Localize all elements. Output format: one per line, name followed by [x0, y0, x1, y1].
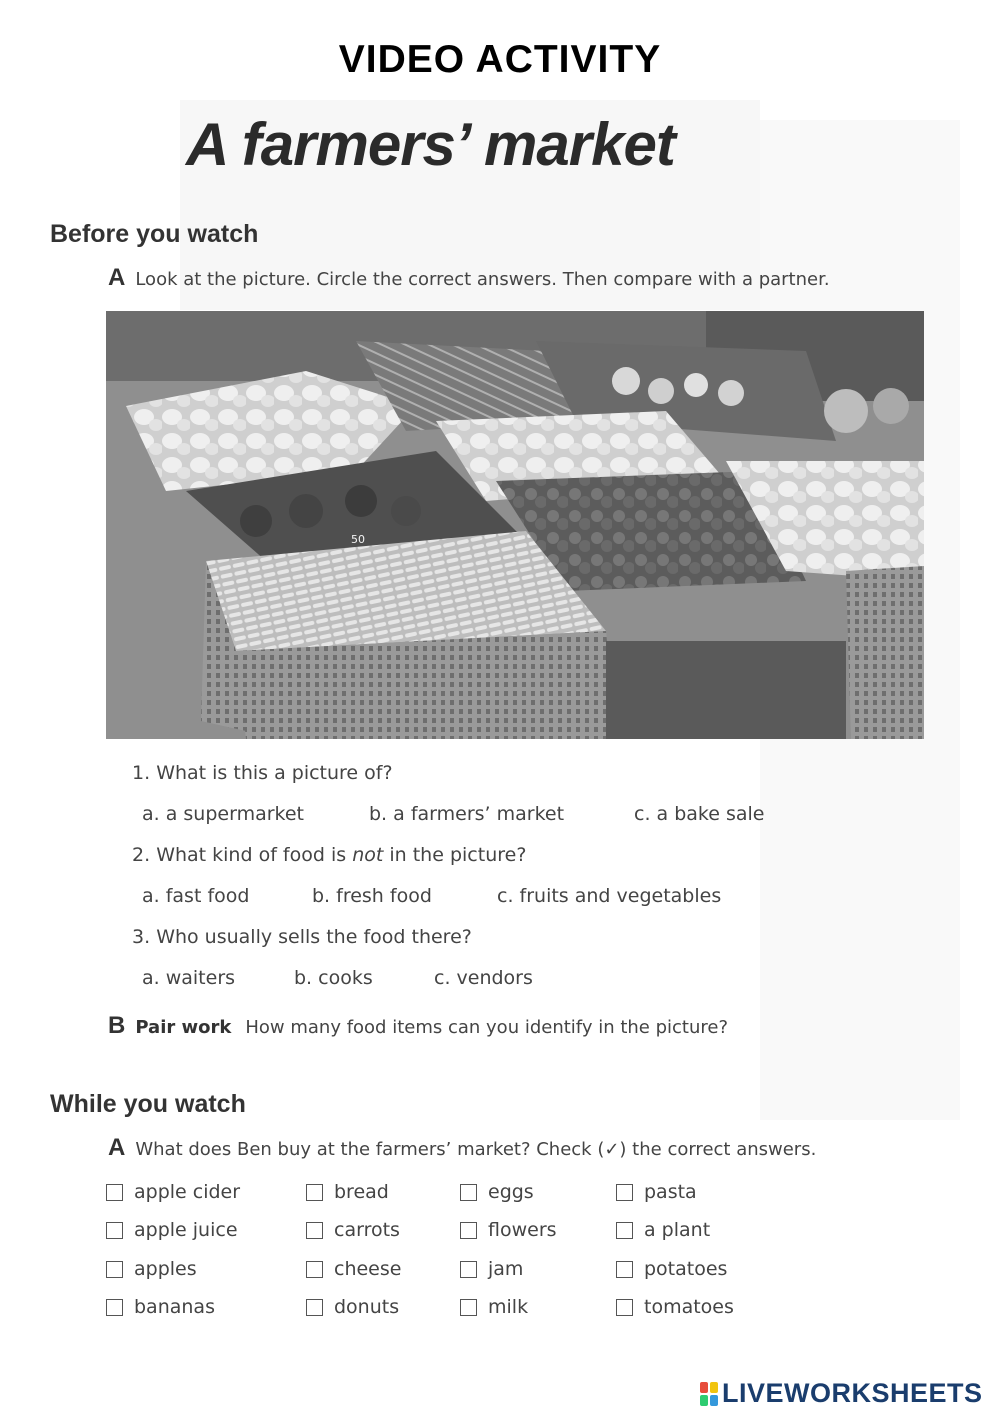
question-3 — [132, 926, 472, 948]
question-1-option-b: b. a farmers’ market — [369, 803, 565, 825]
checkbox-label: tomatoes — [644, 1296, 734, 1318]
question-2 — [132, 844, 526, 866]
market-photo — [106, 311, 924, 739]
checkbox-label: apple cider — [134, 1181, 241, 1203]
checkbox-label: milk — [488, 1296, 529, 1318]
checkbox-item[interactable] — [306, 1181, 389, 1203]
checkbox-item[interactable] — [460, 1181, 534, 1203]
checkbox-item[interactable] — [616, 1258, 727, 1280]
checkbox-label: potatoes — [644, 1258, 728, 1280]
checkbox[interactable] — [460, 1184, 477, 1201]
checkbox[interactable] — [460, 1261, 477, 1278]
checkbox-item[interactable] — [106, 1258, 197, 1280]
question-3-option-b: b. cooks — [294, 967, 373, 989]
checkbox[interactable] — [460, 1222, 477, 1239]
checkbox-label: apples — [134, 1258, 197, 1280]
checkbox-label: carrots — [334, 1219, 400, 1241]
instruction-letter: A — [108, 264, 126, 291]
checkbox-item[interactable] — [106, 1296, 215, 1318]
checkbox[interactable] — [460, 1299, 477, 1316]
instruction-letter: A — [108, 1134, 126, 1161]
logo-mark-icon — [700, 1382, 718, 1406]
checkbox[interactable] — [306, 1261, 323, 1278]
checkbox[interactable] — [106, 1299, 123, 1316]
question-2-option-b: b. fresh food — [312, 885, 432, 907]
instruction-text: Look at the picture. Circle the correct answers. Then compare with a partner. — [135, 269, 830, 290]
checkbox[interactable] — [106, 1222, 123, 1239]
question-text: Who usually sells the food there? — [156, 926, 472, 948]
checkbox[interactable] — [306, 1184, 323, 1201]
checkbox-label: bread — [334, 1181, 389, 1203]
question-number: 3. — [132, 926, 151, 948]
question-3-option-c: c. vendors — [434, 967, 533, 989]
checkbox-item[interactable] — [106, 1219, 238, 1241]
liveworksheets-logo[interactable] — [700, 1378, 983, 1409]
checkbox-item[interactable] — [460, 1296, 528, 1318]
checkbox[interactable] — [616, 1261, 633, 1278]
checkbox-label: donuts — [334, 1296, 400, 1318]
checkbox-item[interactable] — [306, 1296, 399, 1318]
instruction-before-b — [108, 1012, 728, 1040]
question-text: in the picture? — [389, 844, 527, 866]
checkbox-label: jam — [488, 1258, 524, 1280]
market-photo-illustration — [106, 311, 924, 739]
checkbox[interactable] — [106, 1261, 123, 1278]
checkbox-label: eggs — [488, 1181, 534, 1203]
section-heading-before: Before you watch — [50, 220, 259, 248]
question-text-emphasis: not — [352, 844, 384, 866]
instruction-letter: B — [108, 1012, 126, 1039]
question-1-option-a: a. a supermarket — [142, 803, 305, 825]
checkbox[interactable] — [616, 1184, 633, 1201]
question-2-option-a: a. fast food — [142, 885, 250, 907]
logo-text: LIVEWORKSHEETS — [722, 1378, 983, 1408]
section-heading-while: While you watch — [50, 1090, 246, 1118]
price-tag: 50 — [351, 533, 365, 546]
checkbox[interactable] — [616, 1222, 633, 1239]
checkbox-label: pasta — [644, 1181, 697, 1203]
checkbox[interactable] — [616, 1299, 633, 1316]
question-1-option-c: c. a bake sale — [634, 803, 765, 825]
question-text: What kind of food is — [156, 844, 347, 866]
question-text: What is this a picture of? — [156, 762, 393, 784]
question-number: 2. — [132, 844, 151, 866]
checkbox-label: cheese — [334, 1258, 402, 1280]
checkbox-item[interactable] — [306, 1258, 401, 1280]
checkbox-item[interactable] — [616, 1219, 710, 1241]
instruction-text: What does Ben buy at the farmers’ market? Check (✓) the correct answers. — [135, 1139, 817, 1160]
question-1 — [132, 762, 393, 784]
header-title: VIDEO ACTIVITY — [338, 38, 662, 81]
worksheet-title: A farmers’ market — [186, 111, 675, 178]
checkbox-item[interactable] — [460, 1258, 523, 1280]
checkbox-label: a plant — [644, 1219, 711, 1241]
question-2-option-c: c. fruits and vegetables — [497, 885, 722, 907]
checkbox-item[interactable] — [106, 1181, 240, 1203]
checkbox-item[interactable] — [460, 1219, 557, 1241]
checkbox-item[interactable] — [616, 1181, 697, 1203]
checkbox-label: flowers — [488, 1219, 557, 1241]
question-3-option-a: a. waiters — [142, 967, 236, 989]
question-number: 1. — [132, 762, 151, 784]
checkbox-label: bananas — [134, 1296, 215, 1318]
checkbox[interactable] — [306, 1222, 323, 1239]
checkbox-label: apple juice — [134, 1219, 238, 1241]
pair-work-label: Pair work — [135, 1017, 232, 1038]
checkbox-item[interactable] — [306, 1219, 400, 1241]
checkbox-item[interactable] — [616, 1296, 734, 1318]
checkbox[interactable] — [106, 1184, 123, 1201]
instruction-text: How many food items can you identify in the picture? — [245, 1017, 729, 1038]
instruction-while-a — [108, 1134, 816, 1162]
checkbox[interactable] — [306, 1299, 323, 1316]
instruction-before-a — [108, 264, 830, 292]
